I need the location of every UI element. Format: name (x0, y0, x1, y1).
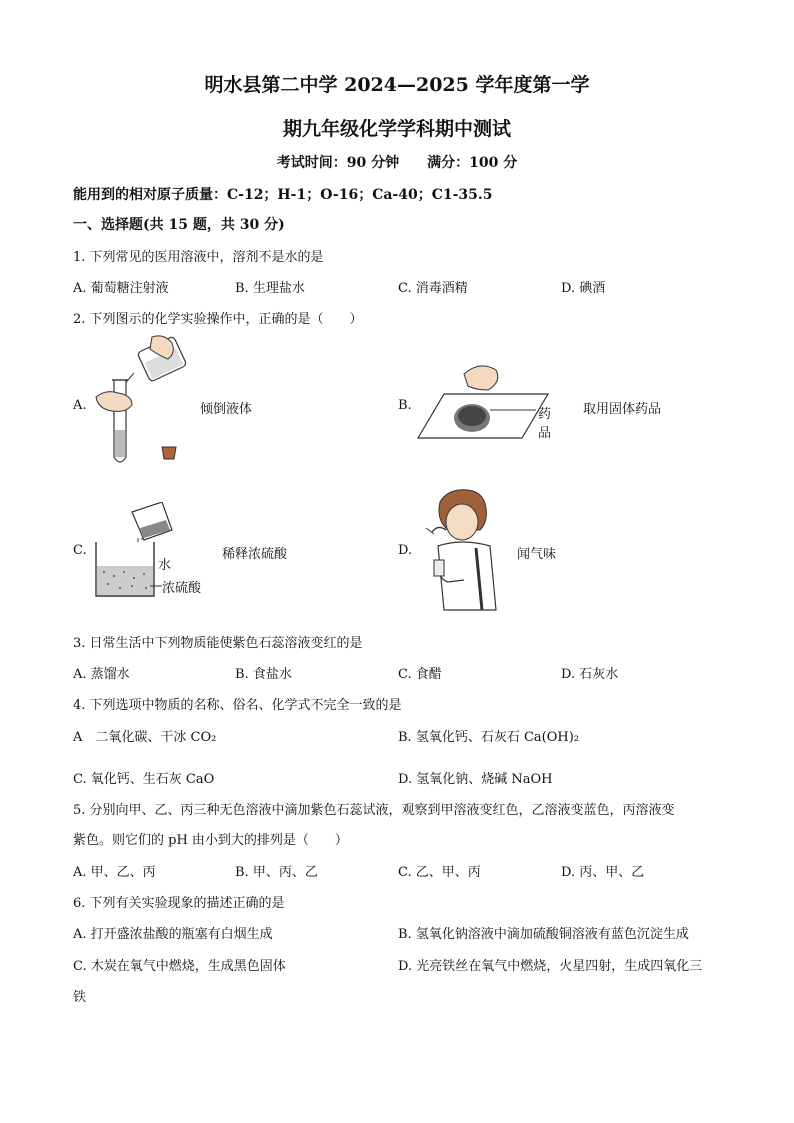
smelling-gas-illustration (418, 488, 508, 614)
q6-option-b: B. 氢氧化钠溶液中滴加硫酸铜溶液有蓝色沉淀生成 (398, 927, 689, 942)
q3-stem: 3. 日常生活中下列物质能使紫色石蕊溶液变红的是 (73, 636, 363, 651)
q2-option-c-letter: C. (73, 543, 87, 558)
q2-option-b-caption: 取用固体药品 (583, 402, 662, 417)
q3-option-b: B. 食盐水 (235, 667, 292, 682)
q6-option-d-line2: 铁 (73, 990, 87, 1005)
q3-option-d: D. 石灰水 (561, 667, 619, 682)
q1-stem: 1. 下列常见的医用溶液中，溶剂不是水的是 (73, 250, 324, 265)
q2-option-d-caption: 闻气味 (517, 547, 557, 562)
section-title: 一、选择题(共 15 题，共 30 分) (73, 217, 285, 233)
q2-option-b-figure-label: 药品 (538, 407, 552, 441)
q5-option-c: C. 乙、甲、丙 (398, 865, 481, 880)
q4-stem: 4. 下列选项中物质的名称、俗名、化学式不完全一致的是 (73, 698, 402, 713)
q1-option-b: B. 生理盐水 (235, 281, 305, 296)
q5-option-b: B. 甲、丙、乙 (235, 865, 318, 880)
dilute-acid-illustration (92, 502, 212, 602)
atomic-masses: 能用到的相对原子质量：C-12；H-1；O-16；Ca-40；C1-35.5 (73, 187, 493, 203)
q4-option-c: C. 氧化钙、生石灰 CaO (73, 772, 215, 787)
q2-option-b-letter: B. (398, 398, 412, 413)
q2-option-c-caption: 稀释浓硫酸 (222, 547, 288, 562)
solid-reagent-illustration (416, 360, 556, 442)
q1-option-c: C. 消毒酒精 (398, 281, 468, 296)
q6-option-c: C. 木炭在氧气中燃烧，生成黑色固体 (73, 959, 286, 974)
q3-option-a: A. 蒸馏水 (73, 667, 130, 682)
q1-option-d: D. 碘酒 (561, 281, 606, 296)
q6-stem: 6. 下列有关实验现象的描述正确的是 (73, 896, 285, 911)
exam-title-line1: 明水县第二中学 2024—2025 学年度第一学 (204, 74, 590, 96)
q6-option-d-line1: D. 光亮铁丝在氧气中燃烧，火星四射，生成四氧化三 (398, 959, 703, 974)
q2-option-c-figure-label-water: 水 (158, 558, 172, 573)
q5-stem-line1: 5. 分别向甲、乙、丙三种无色溶液中滴加紫色石蕊试液，观察到甲溶液变红色，乙溶液变蓝色，丙溶液变 (73, 803, 675, 818)
q5-stem-line2: 紫色。则它们的 pH 由小到大的排列是（ ） (73, 833, 348, 848)
pouring-liquid-illustration (92, 335, 192, 470)
q2-option-a-letter: A. (73, 398, 87, 413)
q1-option-a: A. 葡萄糖注射液 (73, 281, 169, 296)
exam-title-line2: 期九年级化学学科期中测试 (282, 118, 511, 140)
q2-option-c-figure-label-acid: 浓硫酸 (162, 581, 202, 596)
q4-option-a: A 二氧化碳、干冰 CO₂ (73, 730, 217, 745)
q6-option-a: A. 打开盛浓盐酸的瓶塞有白烟生成 (73, 927, 273, 942)
q3-option-c: C. 食醋 (398, 667, 442, 682)
q2-stem: 2. 下列图示的化学实验操作中，正确的是（ ） (73, 312, 363, 327)
q4-option-d: D. 氢氧化钠、烧碱 NaOH (398, 772, 553, 787)
q4-option-b: B. 氢氧化钙、石灰石 Ca(OH)₂ (398, 730, 579, 745)
q5-option-d: D. 丙、甲、乙 (561, 865, 645, 880)
q5-option-a: A. 甲、乙、丙 (73, 865, 156, 880)
exam-info: 考试时间：90 分钟 满分：100 分 (276, 155, 518, 171)
q2-option-d-letter: D. (398, 543, 413, 558)
q2-option-a-caption: 倾倒液体 (200, 402, 253, 417)
